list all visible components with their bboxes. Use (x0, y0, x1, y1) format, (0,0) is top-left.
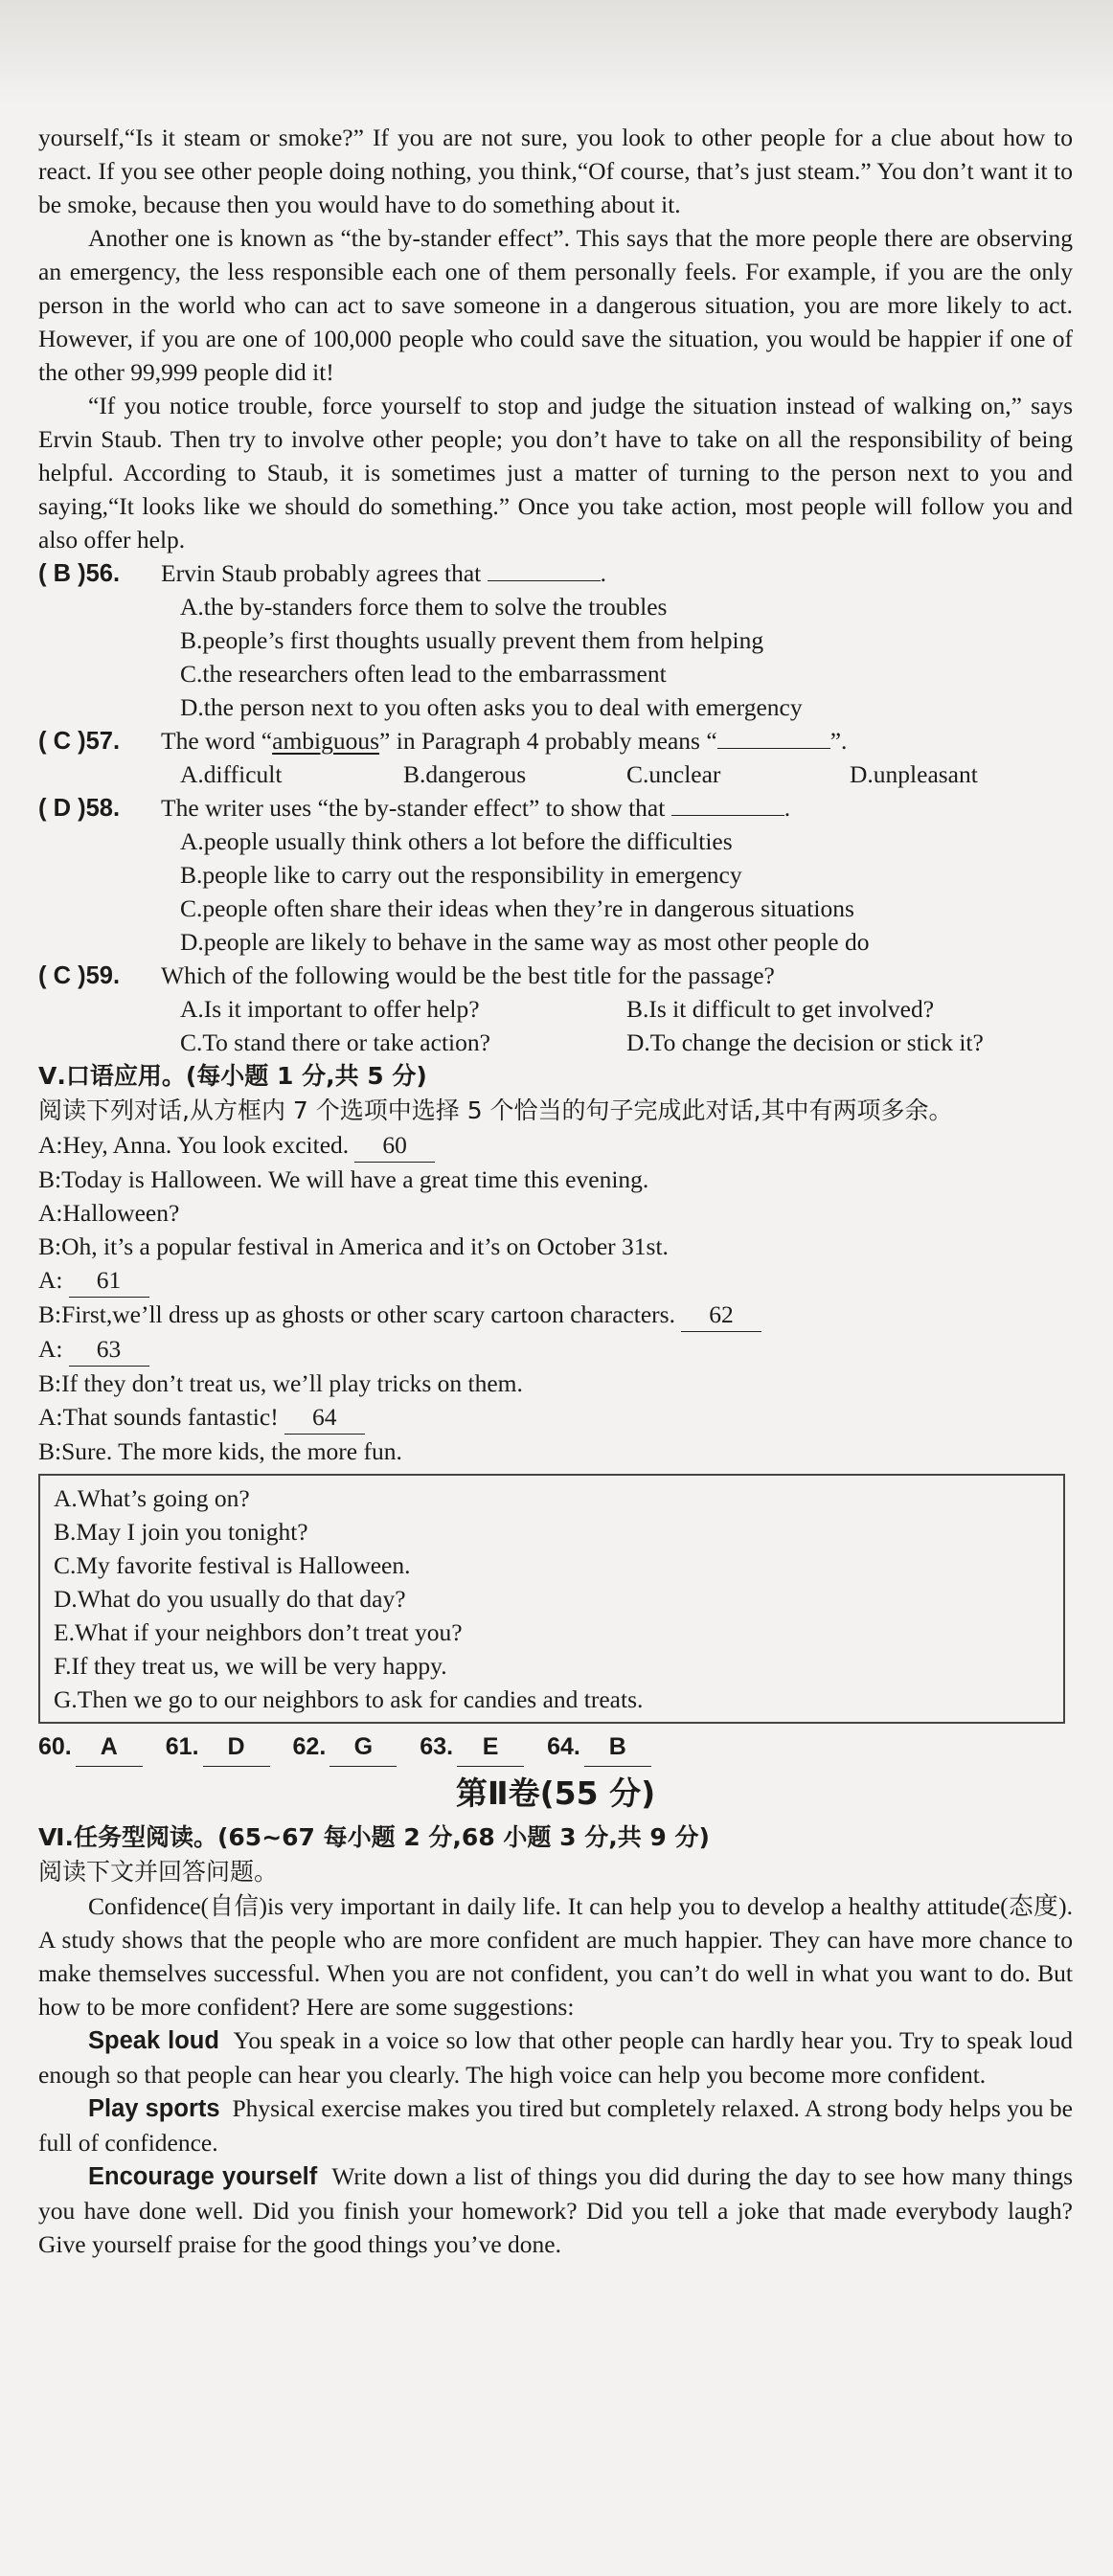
option: B.Is it difficult to get involved? (626, 995, 935, 1023)
option: C.people often share their ideas when they’re in dangerous situations (180, 894, 854, 922)
section-6-instruction: 阅读下文并回答问题。 (38, 1858, 279, 1886)
dialogue-line: B:Sure. The more kids, the more fun. (38, 1437, 402, 1465)
question-59: ( C )59. Which of the following would be the best title for the passage? (38, 959, 1073, 992)
dialogue-line: A:Halloween? (38, 1199, 180, 1227)
dialogue-blank: 62 (681, 1298, 761, 1332)
tip-paragraph: Play sports Physical exercise makes you tired but completely relaxed. A strong body helps you be full of confidence. (38, 2094, 1073, 2157)
passage-paragraph-2: Another one is known as “the by-stander effect”. This says that the more people there are observing an emergency, the less responsible each one of them personally feels. For example, if you are the only person in the world who can act to save someone in a dangerous situation, you are more likely to act. However, if you are one of 100,000 people who could save the situation, you would be happier if one of the other 99,999 people did it! (38, 224, 1073, 386)
dialogue-line: B:If they don’t treat us, we’ll play tricks on them. (38, 1369, 523, 1397)
question-57: ( C )57. The word “ambiguous” in Paragraph 4 probably means “ ”. (38, 724, 1073, 757)
dialogue-blank: 64 (284, 1400, 365, 1435)
dialogue-line: A: 61 (38, 1263, 1073, 1298)
options-row (38, 992, 1073, 1026)
dialogue-blank: 61 (69, 1263, 149, 1298)
passage-paragraph-3: “If you notice trouble, force yourself to stop and judge the situation instead of walking on,” says Ervin Staub. Then try to involve other people; you don’t have to take on all the responsibility of being helpful. According to Staub, it is sometimes just a matter of turning to the person next to you and saying,“It looks like we should do something.” Once you take action, most people will follow you and also offer help. (38, 392, 1073, 554)
answer-item: 63. E (420, 1728, 524, 1767)
answer-bracket: ( D )58. (38, 795, 121, 822)
dialogue-line: B:First,we’ll dress up as ghosts or other scary cartoon characters. 62 (38, 1298, 1073, 1332)
tip-heading: Encourage yourself (88, 2163, 318, 2190)
box-option: A.What’s going on? (54, 1484, 250, 1512)
option: D.people are likely to behave in the same way as most other people do (180, 928, 870, 956)
answer-bracket: ( B )56. (38, 560, 121, 587)
option: D.the person next to you often asks you to deal with emergency (180, 693, 803, 721)
section-5-instruction: 阅读下列对话,从方框内 7 个选项中选择 5 个恰当的句子完成此对话,其中有两项多余。 (38, 1096, 953, 1124)
question-56: ( B )56. Ervin Staub probably agrees that . (38, 556, 1073, 590)
confidence-paragraph: Confidence(自信)is very important in daily life. It can help you to develop a healthy attitude(态度). A study shows that the people who are more confident are much happier. They can have more chance to make themselves successful. When you are not confident, you can’t do well in what you want to do. But how to be more confident? Here are some suggestions: (38, 1892, 1073, 2021)
option: B.dangerous (403, 760, 527, 788)
exam-page (38, 121, 1073, 2261)
section-6-title: Ⅵ.任务型阅读。(65~67 每小题 2 分,68 小题 3 分,共 9 分) (38, 1823, 710, 1851)
answer-item: 62. G (293, 1728, 398, 1767)
option: D.To change the decision or stick it? (626, 1028, 984, 1056)
options-row (38, 757, 1073, 791)
option: D.unpleasant (850, 760, 978, 788)
option: A.the by-standers force them to solve the troubles (180, 593, 668, 621)
tip-paragraph: Encourage yourself Write down a list of things you did during the day to see how many things you have done well. Did you finish your homework? Did you tell a joke that made everybody laugh? Give yourself praise for the good things you’ve done. (38, 2162, 1073, 2258)
dialogue-line: A: 63 (38, 1332, 1073, 1367)
box-option: D.What do you usually do that day? (54, 1585, 406, 1613)
box-option: C.My favorite festival is Halloween. (54, 1551, 411, 1579)
dialogue-line: B:Oh, it’s a popular festival in America and it’s on October 31st. (38, 1232, 669, 1260)
tip-heading: Play sports (88, 2095, 220, 2122)
dialogue-blank: 60 (354, 1128, 435, 1163)
options-box (38, 1474, 1065, 1724)
page-top-shade (0, 0, 1113, 105)
answer-blank (717, 725, 830, 749)
option: A.difficult (180, 760, 283, 788)
option: C.the researchers often lead to the embarrassment (180, 660, 667, 688)
option: A.Is it important to offer help? (180, 995, 480, 1023)
tip-heading: Speak loud (88, 2027, 219, 2054)
underlined-word: ambiguous (272, 727, 380, 755)
option: B.people’s first thoughts usually prevent them from helping (180, 626, 764, 654)
answer-bracket: ( C )59. (38, 962, 121, 989)
box-option: E.What if your neighbors don’t treat you? (54, 1618, 463, 1646)
answer-blank (671, 792, 784, 816)
answer-row (38, 1728, 1073, 1767)
options-row (38, 1026, 1073, 1059)
box-option: F.If they treat us, we will be very happy. (54, 1652, 447, 1680)
option: A.people usually think others a lot before the difficulties (180, 827, 733, 855)
box-option: B.May I join you tonight? (54, 1518, 308, 1546)
answer-blank (488, 557, 601, 581)
dialogue-line: A:Hey, Anna. You look excited. 60 (38, 1128, 1073, 1163)
dialogue-line: B:Today is Halloween. We will have a great time this evening. (38, 1165, 649, 1193)
dialogue-line: A:That sounds fantastic! 64 (38, 1400, 1073, 1435)
section-5-title: Ⅴ.口语应用。(每小题 1 分,共 5 分) (38, 1062, 427, 1090)
answer-item: 60. A (38, 1728, 143, 1767)
passage-paragraph-1: yourself,“Is it steam or smoke?” If you are not sure, you look to other people for a clue about how to react. If you see other people doing nothing, you think,“Of course, that’s just steam.” You don’t want it to be smoke, because then you would have to do something about it. (38, 124, 1073, 218)
dialogue-blank: 63 (69, 1332, 149, 1367)
tip-paragraph: Speak loud You speak in a voice so low that other people can hardly hear you. Try to speak loud enough so that people can hear you clearly. The high voice can help you become more confident. (38, 2026, 1074, 2089)
answer-item: 64. B (547, 1728, 651, 1767)
option: B.people like to carry out the responsibility in emergency (180, 861, 742, 889)
option: C.To stand there or take action? (180, 1028, 490, 1056)
answer-item: 61. D (166, 1728, 270, 1767)
box-option: G.Then we go to our neighbors to ask for candies and treats. (54, 1685, 644, 1713)
option: C.unclear (626, 760, 721, 788)
part-2-title: 第Ⅱ卷(55 分) (455, 1774, 656, 1812)
answer-bracket: ( C )57. (38, 728, 121, 755)
question-58: ( D )58. The writer uses “the by-stander effect” to show that . (38, 791, 1073, 825)
